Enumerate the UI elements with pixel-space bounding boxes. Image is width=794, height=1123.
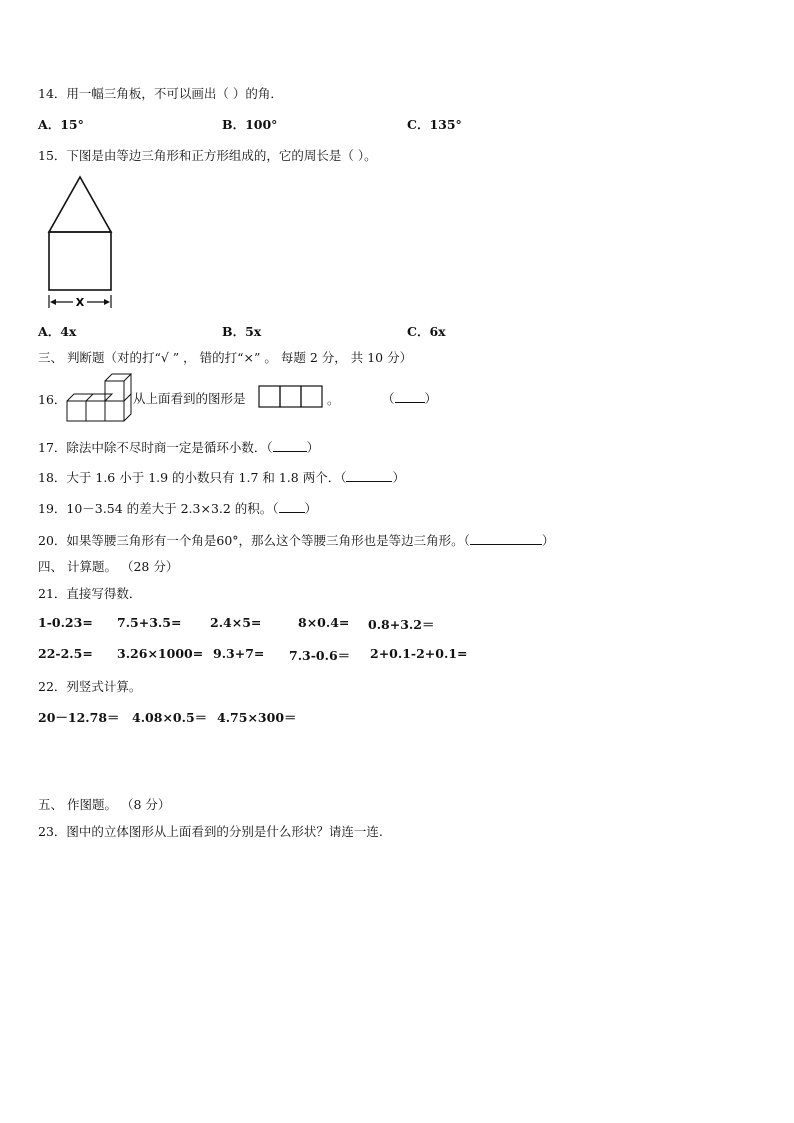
q21-row2-item3: 9.3+7= bbox=[213, 646, 265, 661]
equilateral-triangle-shape bbox=[49, 177, 111, 232]
q21-row2-item4: 7.3-0.6＝ bbox=[289, 648, 351, 663]
q16-text-b: 。 bbox=[327, 392, 340, 407]
q22-item2: 4.08×0.5＝ bbox=[132, 710, 208, 725]
q14-stem: 14．用一幅三角板，不可以画出（ ）的角． bbox=[38, 86, 283, 101]
q15-option-c: C．6x bbox=[407, 324, 446, 339]
q21-row2-item1: 22-2.5= bbox=[38, 646, 93, 661]
arrow-right-icon bbox=[104, 299, 110, 305]
q19-answer-blank[interactable] bbox=[279, 501, 305, 513]
answer-blank[interactable] bbox=[395, 391, 425, 403]
section-5-title: 五、 作图题。 （8 分） bbox=[38, 797, 171, 812]
q14-option-c: C．135° bbox=[407, 117, 462, 132]
cube-stack-figure bbox=[66, 372, 132, 424]
q21-row2-item5: 2+0.1-2+0.1= bbox=[370, 646, 468, 661]
q16-number: 16． bbox=[38, 392, 67, 407]
cube-front-2 bbox=[86, 401, 105, 421]
q18-text: 18．大于 1.6 小于 1.9 的小数只有 1.7 和 1.8 两个．（ bbox=[38, 470, 347, 485]
cube-top-top bbox=[105, 374, 131, 381]
q18-close-paren: ） bbox=[392, 470, 405, 485]
q21-row1-item1: 1-0.23= bbox=[38, 615, 93, 630]
top-view-figure bbox=[258, 384, 324, 410]
q20-text: 20．如果等腰三角形有一个角是60°，那么这个等腰三角形也是等边三角形。（ bbox=[38, 533, 470, 548]
q21-stem: 21．直接写得数． bbox=[38, 586, 142, 601]
q23-stem: 23．图中的立体图形从上面看到的分别是什么形状？请连一连. bbox=[38, 824, 383, 839]
cube-front-3 bbox=[105, 401, 124, 421]
section-3-title: 三、 判断题（对的打“√ ” ， 错的打“×” 。 每题 2 分， 共 10 分） bbox=[38, 350, 413, 365]
q21-row1-item5: 0.8+3.2＝ bbox=[368, 617, 435, 632]
cube-front-1 bbox=[67, 401, 86, 421]
top-view-square-1 bbox=[259, 386, 280, 407]
answer-close-paren: ） bbox=[424, 391, 438, 406]
q14-option-a: A．15° bbox=[38, 117, 84, 132]
answer-open-paren: （ bbox=[382, 391, 395, 406]
q16-answer[interactable] bbox=[382, 389, 437, 407]
q17-answer-blank[interactable] bbox=[273, 440, 307, 452]
house-figure bbox=[40, 172, 122, 312]
q21-row1-item4: 8×0.4= bbox=[298, 615, 350, 630]
q22-item3: 4.75×300＝ bbox=[217, 710, 297, 725]
q20-close-paren: ） bbox=[541, 533, 555, 548]
q20-answer-blank[interactable] bbox=[470, 533, 542, 545]
arrow-left-icon bbox=[50, 299, 56, 305]
q14-option-b: B．100° bbox=[222, 117, 278, 132]
q18-answer-blank[interactable] bbox=[346, 470, 392, 482]
q21-row1-item2: 7.5+3.5= bbox=[117, 615, 182, 630]
q19-close-paren: ） bbox=[304, 501, 318, 516]
q19-text: 19．10－3.54 的差大于 2.3×3.2 的积。（ bbox=[38, 501, 279, 516]
q17-text: 17．除法中除不尽时商一定是循环小数．（ bbox=[38, 440, 273, 455]
q22-item1: 20－12.78＝ bbox=[38, 710, 120, 725]
q15-option-b: B．5x bbox=[222, 324, 262, 339]
q15-stem: 15．下图是由等边三角形和正方形组成的，它的周长是（ ）。 bbox=[38, 148, 377, 163]
side-length-label: X bbox=[75, 296, 85, 309]
q21-row2-item2: 3.26×1000= bbox=[117, 646, 204, 661]
top-view-square-3 bbox=[301, 386, 322, 407]
q17-close-paren: ） bbox=[306, 440, 320, 455]
q22-stem: 22．列竖式计算。 bbox=[38, 679, 142, 694]
square-shape bbox=[49, 232, 111, 290]
q18-line bbox=[38, 468, 405, 486]
section-4-title: 四、 计算题。 （28 分） bbox=[38, 559, 179, 574]
q16-text-a: 从上面看到的图形是 bbox=[133, 391, 246, 406]
q17-line bbox=[38, 438, 319, 456]
q19-line bbox=[38, 499, 317, 517]
q21-row1-item3: 2.4×5= bbox=[210, 615, 262, 630]
q20-line bbox=[38, 531, 554, 549]
top-view-square-2 bbox=[280, 386, 301, 407]
q15-option-a: A．4x bbox=[38, 324, 77, 339]
